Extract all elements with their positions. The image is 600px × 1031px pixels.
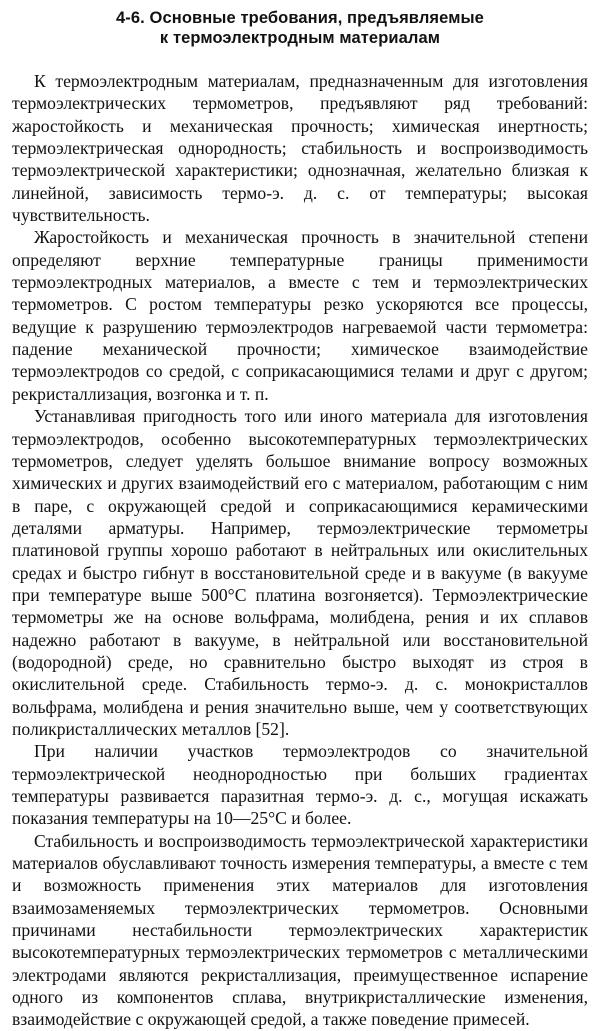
section-heading: [12, 8, 588, 48]
paragraph: Стабильность и воспроизводимость термоэлектрической характеристики материалов обуславливают точность измерения температуры, а вместе с тем и возможность применения этих материалов для изготовления взаимозаменяемых термоэлектрических термометров. Основными причинами нестабильности термоэлектрических характеристик высокотемпературных термоэлектрических термометров с металлическими электродами являются рекристаллизация, преимущественное испарение одного из компонентов сплава, внутрикристаллические изменения, взаимодействие с окружающей средой, а также поведение примесей.: [12, 830, 588, 1030]
section-number: 4-6.: [116, 9, 145, 27]
paragraph: При наличии участков термоэлектродов со значительной термоэлектрической неоднородностью при больших градиентах температуры развивается паразитная термо-э. д. с., могущая искажать показания температуры на 10—25°C и более.: [12, 741, 588, 829]
heading-line-1: [12, 8, 588, 28]
section-title-line-1: Основные требования, предъявляемые: [149, 9, 484, 27]
paragraph: К термоэлектродным материалам, предназначенным для изготовления термоэлектрических термометров, предъявляют ряд требований: жаростойкость и механическая прочность; химическая инертность; термоэлектрическая однородность; стабильность и воспроизводимость термоэлектрической характеристики; однозначная, желательно близкая к линейной, зависимость термо-э. д. с. от температуры; высокая чувствительность.: [12, 71, 588, 226]
paragraph: Устанавливая пригодность того или иного материала для изготовления термоэлектродов, особенно высокотемпературных термоэлектрических термометров, следует уделять большое внимание вопросу возможных химических и других взаимодействий его с материалом, работающим с ним в паре, с окружающей средой и соприкасающимися керамическими деталями арматуры. Например, термоэлектрические термометры платиновой группы хорошо работают в нейтральных или окислительных средах и быстро гибнут в восстановительной среде и в вакууме (в вакууме при температуре выше 500°C платина возгоняется). Термоэлектрические термометры же на основе вольфрама, молибдена, рения и их сплавов надежно работают в вакууме, в нейтральной или восстановительной (водородной) среде, но сравнительно быстро выходят из строя в окислительной среде. Стабильность термо-э. д. с. монокристаллов вольфрама, молибдена и рения значительно выше, чем у соответствующих поликристаллических металлов [52].: [12, 406, 588, 739]
section-title-line-2: к термоэлектродным материалам: [159, 29, 441, 47]
paragraph: Жаростойкость и механическая прочность в значительной степени определяют верхние температурные границы применимости термоэлектродных материалов, а вместе с тем и термоэлектрических термометров. С ростом температуры резко ускоряются все процессы, ведущие к разрушению термоэлектродов нагреваемой части термометра: падение механической прочности; химическое взаимодействие термоэлектродов со средой, с соприкасающимися телами и друг с другом; рекристаллизация, возгонка и т. п.: [12, 227, 588, 404]
